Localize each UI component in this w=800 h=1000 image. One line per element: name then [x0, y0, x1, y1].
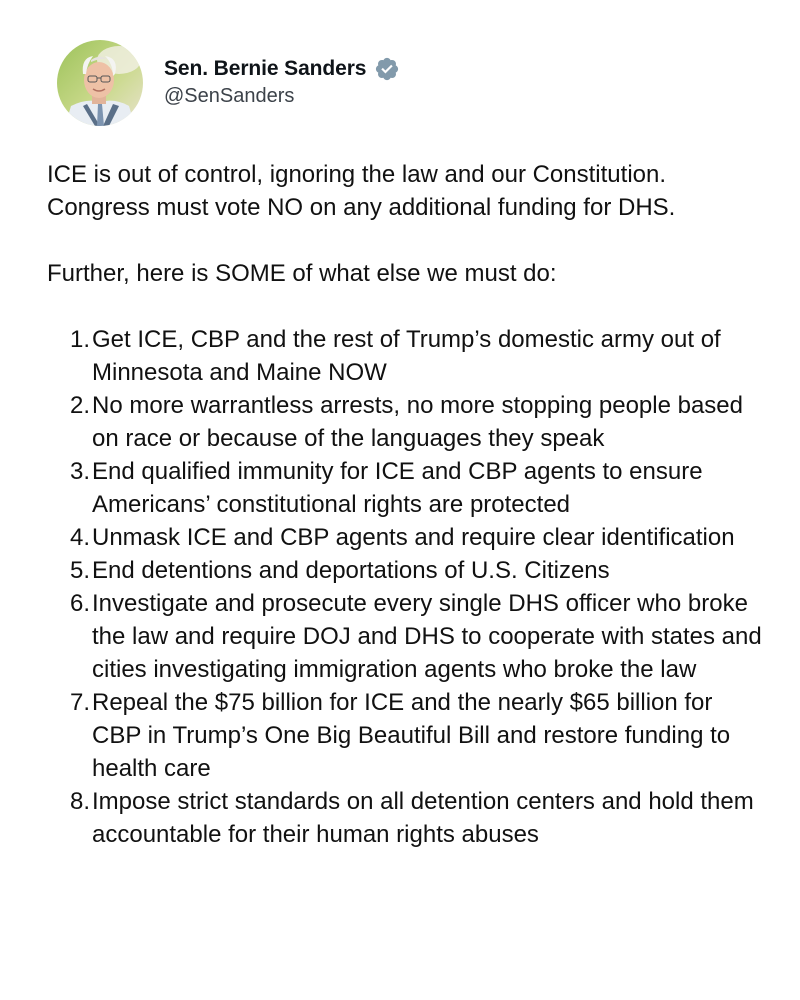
verified-badge-icon	[374, 56, 400, 82]
list-item-text: Investigate and prosecute every single DHS officer who broke the law and require DOJ and DHS to cooperate with states and cities investigating immigration agents who broke the law	[92, 590, 762, 683]
list-item	[47, 587, 767, 686]
list-item	[47, 686, 767, 785]
list-item-number: 7.	[69, 689, 90, 716]
list-item	[47, 521, 767, 554]
list-item-text: Impose strict standards on all detention centers and hold them accountable for their human rights abuses	[92, 788, 754, 848]
list-item	[47, 455, 767, 521]
list-item-number: 4.	[69, 524, 90, 551]
paragraph-spacer	[47, 224, 767, 257]
post-header	[57, 40, 400, 126]
list-item-number: 3.	[69, 458, 90, 485]
list-item-text: Unmask ICE and CBP agents and require clear identification	[92, 524, 735, 551]
list-item	[47, 389, 767, 455]
display-name[interactable]: Sen. Bernie Sanders	[164, 57, 367, 80]
list-item	[47, 323, 767, 389]
list-item-number: 8.	[69, 788, 90, 815]
list-item-number: 1.	[69, 326, 90, 353]
avatar-image	[57, 40, 143, 126]
list-item	[47, 785, 767, 851]
list-item-text: End qualified immunity for ICE and CBP agents to ensure Americans’ constitutional rights are protected	[92, 458, 703, 518]
demands-list	[47, 323, 767, 851]
list-item-text: Repeal the $75 billion for ICE and the nearly $65 billion for CBP in Trump’s One Big Beautiful Bill and restore funding to health care	[92, 689, 731, 782]
list-item-text: End detentions and deportations of U.S. Citizens	[92, 557, 610, 584]
paragraph-spacer	[47, 290, 767, 323]
post-paragraph-1-line-1: ICE is out of control, ignoring the law and our Constitution.	[47, 161, 667, 188]
list-item	[47, 554, 767, 587]
list-item-text: Get ICE, CBP and the rest of Trump’s domestic army out of Minnesota and Maine NOW	[92, 326, 721, 386]
list-item-number: 5.	[69, 557, 90, 584]
avatar[interactable]	[57, 40, 143, 126]
author-names	[164, 56, 400, 108]
post-paragraph-1-line-2: Congress must vote NO on any additional funding for DHS.	[47, 194, 676, 221]
user-handle[interactable]: @SenSanders	[164, 85, 295, 107]
display-name-row	[164, 56, 400, 82]
list-item-number: 6.	[69, 590, 90, 617]
list-item-text: No more warrantless arrests, no more stopping people based on race or because of the languages they speak	[92, 392, 743, 452]
post-body	[47, 158, 767, 851]
post-paragraph-2: Further, here is SOME of what else we must do:	[47, 260, 557, 287]
list-item-number: 2.	[69, 392, 90, 419]
